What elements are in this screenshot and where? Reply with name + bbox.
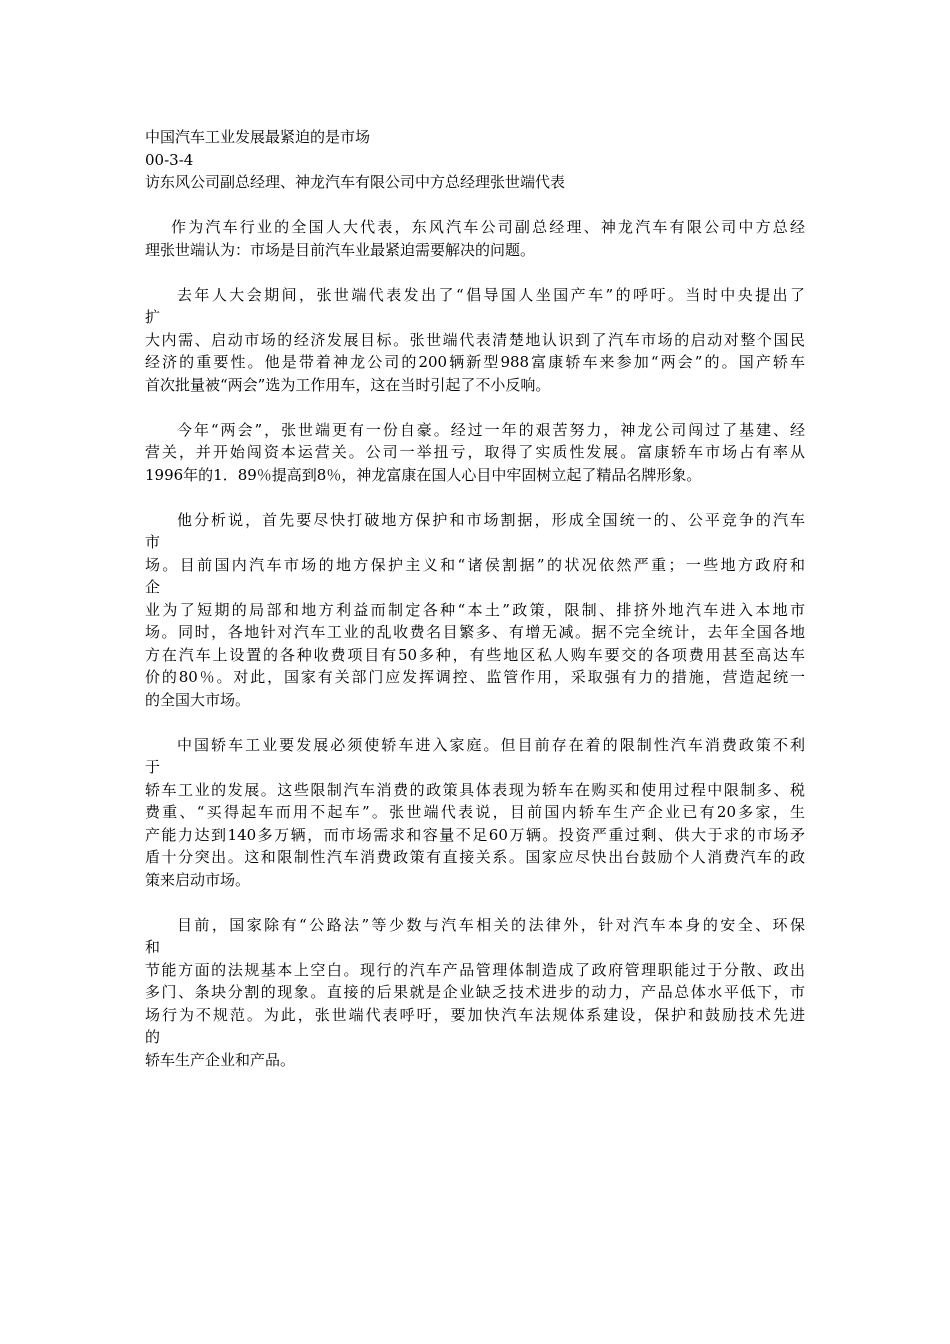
- paragraph-line: 方在汽车上设置的各种收费项目有50多种，有些地区私人购车要交的各项费用甚至高达车: [145, 645, 805, 664]
- paragraph-1: [145, 216, 820, 261]
- paragraph-line: 和: [145, 938, 161, 956]
- paragraph-line: 价的80％。对此，国家有关部门应发挥调控、监管作用，采取强有力的措施，营造起统一: [145, 668, 805, 686]
- paragraph-3: [145, 419, 820, 487]
- paragraph-line: 作为汽车行业的全国人大代表，东风汽车公司副总经理、神龙汽车有限公司中方总经: [171, 218, 805, 236]
- paragraph-line: 营关，并开始闯资本运营关。公司一举扭亏，取得了实质性发展。富康轿车市场占有率从: [145, 443, 805, 461]
- paragraph-line: 业为了短期的局部和地方利益而制定各种“本土”政策，限制、排挤外地汽车进入本地市: [145, 600, 805, 619]
- document-page: [145, 126, 820, 1071]
- paragraph-line: 的全国大市场。: [145, 690, 251, 709]
- paragraph-line: 策来启动市场。: [145, 870, 251, 889]
- paragraph-line: 费重、“买得起车而用不起车”。张世端代表说，目前国内轿车生产企业已有20多家，生: [145, 803, 805, 821]
- paragraph-line: 于: [145, 758, 161, 776]
- paragraph-line: 市: [145, 533, 161, 551]
- paragraph-line: 目前，国家除有“公路法”等少数与汽车相关的法律外，针对汽车本身的安全、环保: [177, 915, 805, 934]
- article-date: 00-3-4: [145, 150, 194, 169]
- paragraph-line: 扩: [145, 308, 161, 326]
- paragraph-line: 节能方面的法规基本上空白。现行的汽车产品管理体制造成了政府管理职能过于分散、政出: [145, 960, 805, 979]
- paragraph-line: 多门、条块分割的现象。直接的后果就是企业缺乏技术进步的动力，产品总体水平低下，市: [145, 983, 805, 1001]
- paragraph-6: [145, 914, 820, 1072]
- paragraph-line: 场。同时，各地针对汽车工业的乱收费名目繁多、有增无减。据不完全统计，去年全国各地: [145, 623, 805, 641]
- paragraph-line: 去年人大会期间，张世端代表发出了“倡导国人坐国产车”的呼吁。当时中央提出了: [177, 285, 805, 304]
- paragraph-5: [145, 734, 820, 892]
- paragraph-line: 1996年的1．89％提高到8％，神龙富康在国人心目中牢固树立起了精品名牌形象。: [145, 465, 702, 484]
- paragraph-line: 轿车生产企业和产品。: [145, 1050, 296, 1069]
- paragraph-line: 的: [145, 1028, 161, 1046]
- paragraph-line: 理张世端认为：市场是目前汽车业最紧迫需要解决的问题。: [145, 240, 536, 259]
- paragraph-line: 轿车工业的发展。这些限制汽车消费的政策具体表现为轿车在购买和使用过程中限制多、税: [145, 780, 805, 799]
- paragraph-line: 场。目前国内汽车市场的地方保护主义和“诸侯割据”的状况依然严重；一些地方政府和: [145, 555, 805, 574]
- paragraph-line: 大内需、启动市场的经济发展目标。张世端代表清楚地认识到了汽车市场的启动对整个国民: [145, 330, 805, 349]
- paragraph-line: 产能力达到140多万辆，而市场需求和容量不足60万辆。投资严重过剩、供大于求的市场矛: [145, 825, 805, 844]
- paragraph-line: 首次批量被“两会”选为工作用车，这在当时引起了不小反响。: [145, 375, 551, 394]
- paragraph-line: 他分析说，首先要尽快打破地方保护和市场割据，形成全国统一的、公平竞争的汽车: [177, 510, 805, 529]
- paragraph-line: 今年“两会”，张世端更有一份自豪。经过一年的艰苦努力，神龙公司闯过了基建、经: [177, 420, 805, 439]
- paragraph-line: 经济的重要性。他是带着神龙公司的200辆新型988富康轿车来参加“两会”的。国产轿车: [145, 353, 805, 371]
- paragraph-4: [145, 509, 820, 712]
- paragraph-line: 中国轿车工业要发展必须使轿车进入家庭。但目前存在着的限制性汽车消费政策不利: [177, 735, 805, 754]
- paragraph-line: 企: [145, 578, 161, 596]
- paragraph-line: 盾十分突出。这和限制性汽车消费政策有直接关系。国家应尽快出台鼓励个人消费汽车的政: [145, 848, 805, 866]
- article-title: 中国汽车工业发展最紧迫的是市场: [145, 128, 371, 146]
- paragraph-line: 场行为不规范。为此，张世端代表呼吁，要加快汽车法规体系建设，保护和鼓励技术先进: [145, 1005, 805, 1024]
- article-subtitle: 访东风公司副总经理、神龙汽车有限公司中方总经理张世端代表: [145, 173, 566, 191]
- paragraph-2: [145, 284, 820, 397]
